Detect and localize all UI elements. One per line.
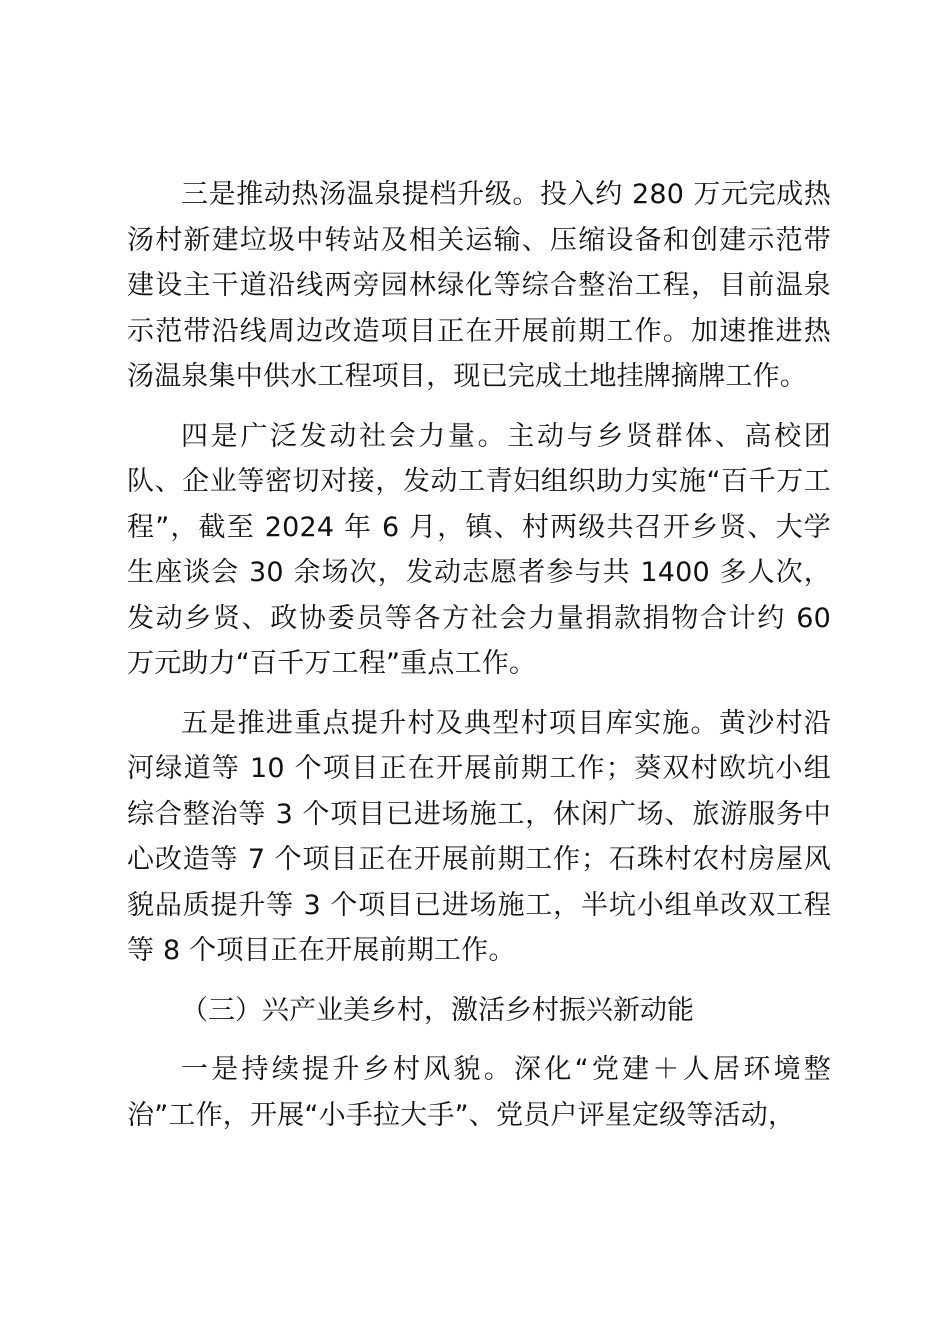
paragraph-social-forces: 四是广泛发动社会力量。主动与乡贤群体、高校团队、企业等密切对接，发动工青妇组织助力实施“百千万工程”，截至 2024 年 6 月，镇、村两级共召开乡贤、大学生座谈会 30 余场次，发动志愿者参与共 1400 多人次，发动乡贤、政协委员等各方社会力量捐款捐物合计约 60 万元助力“百千万工程”重点工作。 [127,420,831,679]
paragraph-village-appearance: 一是持续提升乡村风貌。深化“党建＋人居环境整治”工作，开展“小手拉大手”、党员户评星定级等活动， [127,1054,831,1131]
section-heading: （三）兴产业美乡村，激活乡村振兴新动能 [181,994,694,1026]
paragraph-project-library: 五是推进重点提升村及典型村项目库实施。黄沙村沿河绿道等 10 个项目正在开展前期工作；葵双村欧坑小组综合整治等 3 个项目已进场施工，休闲广场、旅游服务中心改造等 7 个项目正在开展前期工作；石珠村农村房屋风貌品质提升等 3 个项目已进场施工，半坑小组单改双工程等 8 个项目正在开展前期工作。 [127,707,831,966]
paragraph-hot-spring: 三是推动热汤温泉提档升级。投入约 280 万元完成热汤村新建垃圾中转站及相关运输、压缩设备和创建示范带建设主干道沿线两旁园林绿化等综合整治工程，目前温泉示范带沿线周边改造项目正在开展前期工作。加速推进热汤温泉集中供水工程项目，现已完成土地挂牌摘牌工作。 [127,179,831,392]
document-page [127,172,831,1152]
